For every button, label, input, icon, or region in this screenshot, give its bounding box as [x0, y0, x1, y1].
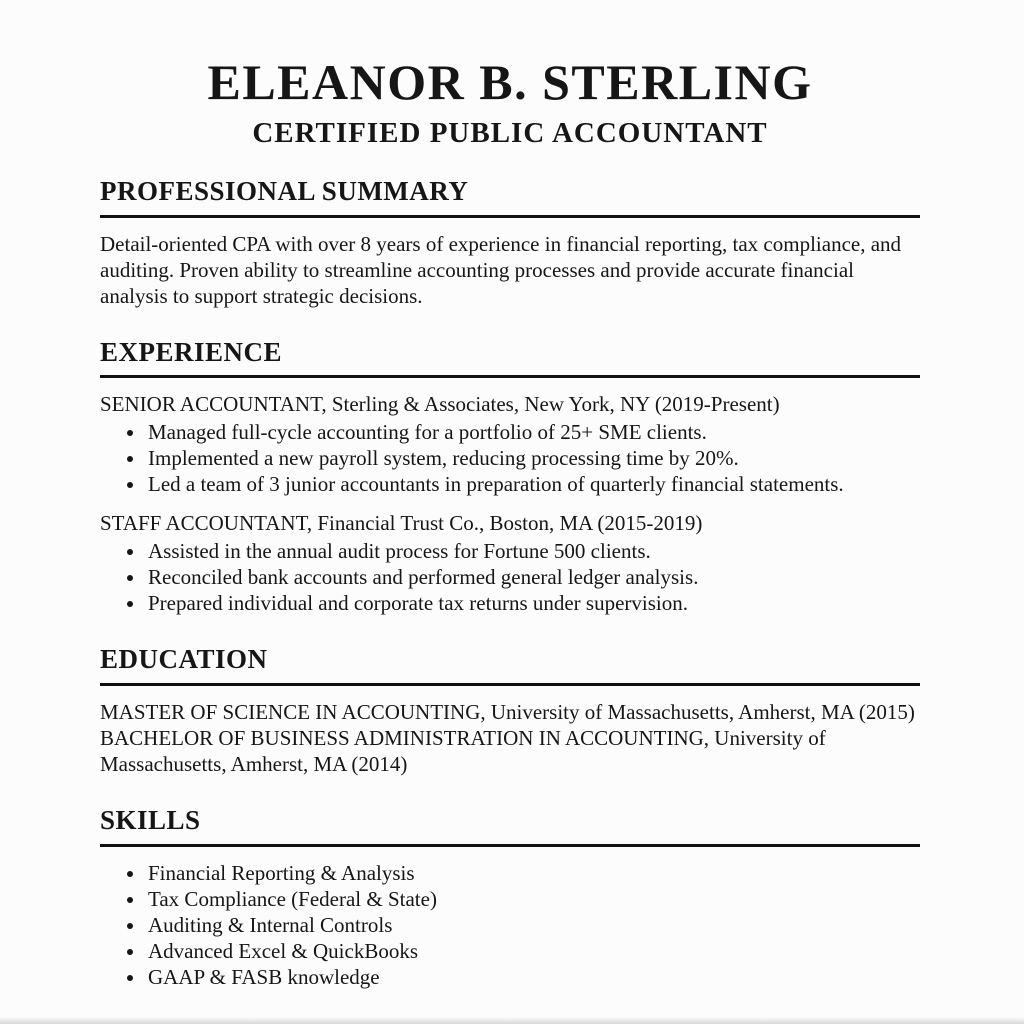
resume-header: [100, 56, 920, 148]
education-entry-bachelors: BACHELOR OF BUSINESS ADMINISTRATION IN ACCOUNTING, University of Massachusetts, Amherst, MA (2014): [100, 726, 826, 776]
job-bullet: • Implemented a new payroll system, reducing processing time by 20%.: [146, 445, 920, 471]
skill-item: • Tax Compliance (Federal & State): [146, 886, 920, 912]
cropped-page-bottom-edge: [0, 1017, 1024, 1024]
job-bullet-list: [100, 538, 920, 616]
experience-heading: EXPERIENCE: [100, 336, 283, 367]
experience-entry-staff-accountant: [100, 510, 920, 616]
section-experience: [100, 338, 920, 617]
skills-heading: SKILLS: [100, 805, 201, 835]
job-bullet: • Managed full-cycle accounting for a portfolio of 25+ SME clients.: [146, 419, 920, 445]
section-divider: [100, 844, 920, 847]
skill-item: • Financial Reporting & Analysis: [146, 860, 920, 886]
section-divider: [100, 215, 920, 218]
job-bullet: • Reconciled bank accounts and performed general ledger analysis.: [146, 564, 920, 590]
skill-item: • Auditing & Internal Controls: [146, 912, 920, 938]
skill-item: • Advanced Excel & QuickBooks: [146, 938, 920, 964]
section-divider: [100, 683, 920, 686]
education-heading: EDUCATION: [100, 644, 268, 675]
job-bullet: • Assisted in the annual audit process for Fortune 500 clients.: [146, 538, 920, 564]
professional-summary-text: Detail-oriented CPA with over 8 years of experience in financial reporting, tax compliance, and auditing. Proven ability to streamline accounting processes and provide accurate financial analysis to support strategic decisions.: [100, 231, 902, 308]
job-bullet: • Prepared individual and corporate tax returns under supervision.: [146, 590, 920, 616]
job-title-line: SENIOR ACCOUNTANT, Sterling & Associates, New York, NY (2019-Present): [100, 392, 780, 417]
section-education: [100, 645, 920, 777]
resume-job-title: CERTIFIED PUBLIC ACCOUNTANT: [252, 116, 768, 149]
skills-list: [100, 860, 920, 990]
section-skills: [100, 806, 920, 990]
resume-name: ELEANOR B. STERLING: [207, 54, 813, 110]
section-professional-summary: [100, 177, 920, 309]
job-title-line: STAFF ACCOUNTANT, Financial Trust Co., Boston, MA (2015-2019): [100, 511, 703, 536]
job-bullet-list: [100, 419, 920, 497]
section-divider: [100, 375, 920, 378]
education-entry-masters: MASTER OF SCIENCE IN ACCOUNTING, University of Massachusetts, Amherst, MA (2015): [100, 700, 915, 724]
job-bullet: • Led a team of 3 junior accountants in preparation of quarterly financial statements.: [146, 471, 920, 497]
experience-entry-senior-accountant: [100, 391, 920, 497]
skill-item: • GAAP & FASB knowledge: [146, 964, 920, 990]
professional-summary-heading: PROFESSIONAL SUMMARY: [100, 175, 469, 206]
